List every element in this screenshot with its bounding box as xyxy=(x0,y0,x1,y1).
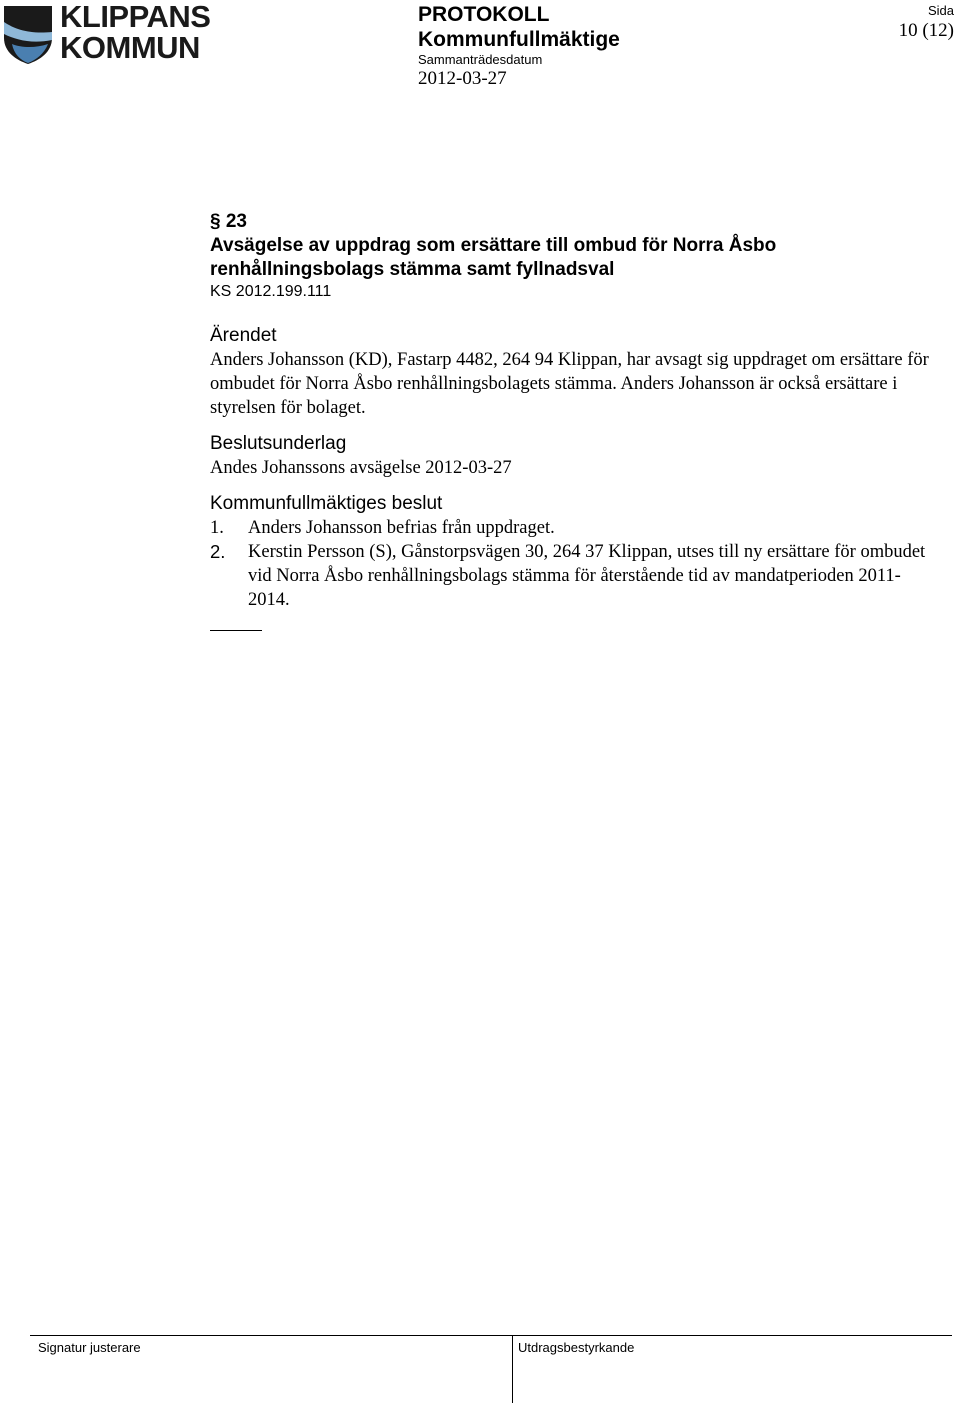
decision-item xyxy=(210,540,940,612)
logo-line-1: KLIPPANS xyxy=(60,0,211,34)
shield-logo-icon xyxy=(2,4,54,66)
municipality-logo xyxy=(2,0,216,68)
decision-item xyxy=(210,516,940,540)
certification-label: Utdragsbestyrkande xyxy=(518,1340,635,1355)
section-heading-arendet: Ärendet xyxy=(210,325,277,346)
footer-column-separator xyxy=(512,1335,513,1403)
paragraph-title: Avsägelse av uppdrag som ersättare till ombud för Norra Åsbo renhållningsbolags stämma samt fyllnadsval xyxy=(210,235,777,280)
decision-text: Anders Johansson befrias från uppdraget. xyxy=(248,518,555,538)
beslutsunderlag-text: Andes Johanssons avsägelse 2012-03-27 xyxy=(210,458,512,478)
decision-text: Kerstin Persson (S), Gånstorpsvägen 30, 264 37 Klippan, utses till ny ersättare för ombudet vid Norra Åsbo renhållningsbolags stämma för återstående tid av mandatperioden 2011-2014. xyxy=(248,542,926,610)
organ-name: Kommunfullmäktige xyxy=(418,28,620,51)
logo-wordmark xyxy=(60,1,210,63)
end-marker-line xyxy=(210,630,262,631)
decision-number: 1. xyxy=(210,518,224,538)
footer-divider xyxy=(30,1335,952,1336)
case-number: KS 2012.199.111 xyxy=(210,283,332,300)
protocol-paragraph xyxy=(210,210,940,631)
meeting-date-label: Sammanträdesdatum xyxy=(418,52,543,67)
page-label: Sida xyxy=(927,3,954,18)
page-number: 10 (12) xyxy=(898,20,954,41)
section-heading-beslutsunderlag: Beslutsunderlag xyxy=(210,433,347,454)
document-type: PROTOKOLL xyxy=(418,3,550,26)
paragraph-number: § 23 xyxy=(210,211,247,232)
logo-line-2: KOMMUN xyxy=(60,30,200,65)
arendet-text: Anders Johansson (KD), Fastarp 4482, 264 94 Klippan, har avsagt sig uppdraget om ersättare för ombudet för Norra Åsbo renhållningsbolagets stämma. Anders Johansson är också ersättare i styrelsen för bolaget. xyxy=(210,350,929,418)
signature-label: Signatur justerare xyxy=(38,1340,141,1355)
meeting-date: 2012-03-27 xyxy=(418,68,507,89)
decision-list xyxy=(210,516,940,612)
decision-number: 2. xyxy=(210,541,226,562)
section-heading-beslut: Kommunfullmäktiges beslut xyxy=(210,493,443,514)
